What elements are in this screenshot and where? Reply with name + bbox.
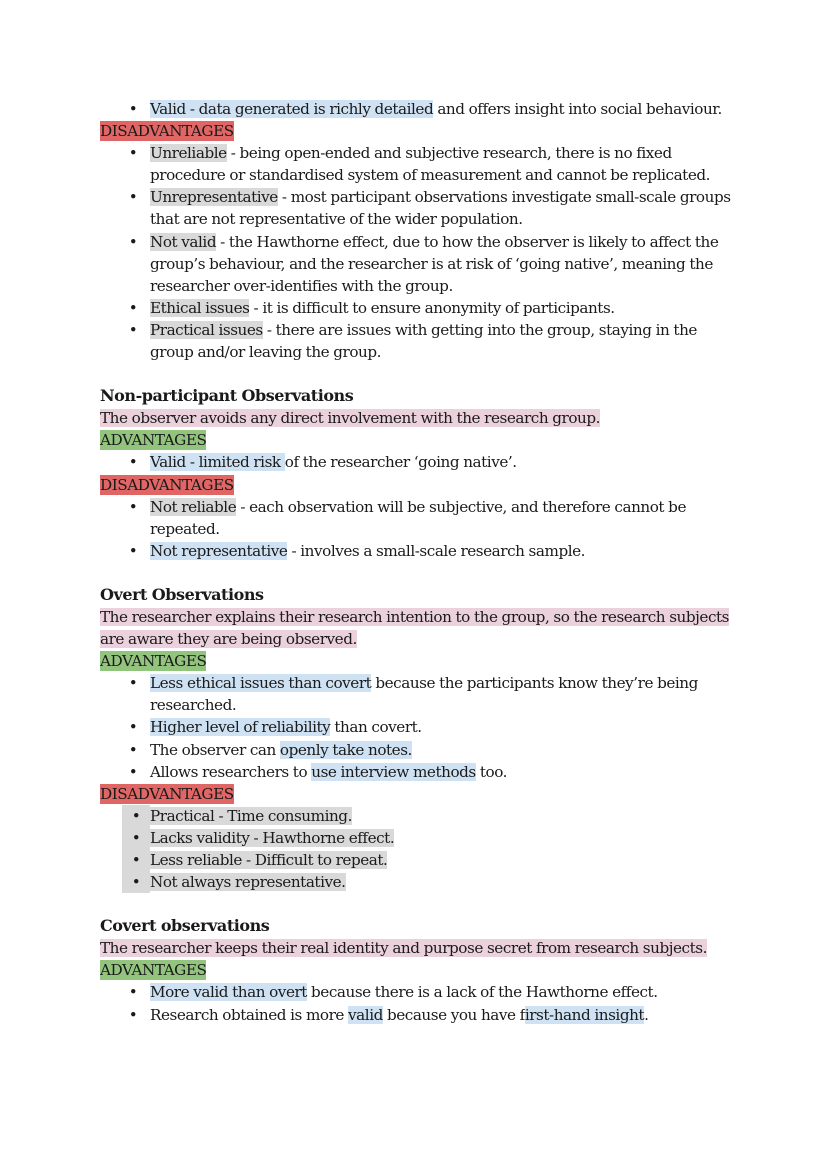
bullet-icon: • bbox=[128, 298, 138, 317]
advantage-mid: because you have f bbox=[382, 1005, 525, 1024]
list-item bbox=[100, 805, 740, 827]
disadvantage-highlight: Unreliable bbox=[150, 144, 227, 163]
advantage-text: and offers insight into social behaviour. bbox=[433, 100, 722, 118]
list-item bbox=[100, 319, 740, 363]
disadvantage-text: Less reliable - Difficult to repeat. bbox=[150, 851, 388, 869]
bullet-icon: • bbox=[122, 805, 150, 827]
list-item bbox=[100, 981, 740, 1003]
advantage-prefix: Allows researchers to bbox=[150, 762, 312, 781]
disadvantage-text: - each observation will be subjective, and therefore cannot be repeated. bbox=[150, 497, 686, 538]
section-non-participant-observations bbox=[100, 385, 740, 562]
disadvantage-highlight: Practical issues bbox=[150, 320, 263, 339]
list-item bbox=[100, 186, 740, 230]
section-participant-observations bbox=[100, 98, 740, 363]
list-item bbox=[100, 1004, 740, 1026]
list-item bbox=[100, 672, 740, 716]
disadvantage-highlight: Not reliable bbox=[150, 497, 237, 516]
list-item bbox=[100, 827, 740, 849]
bullet-icon: • bbox=[128, 762, 138, 781]
bullet-icon: • bbox=[128, 100, 138, 118]
definition-text: The researcher explains their research intention to the group, so the research subjects are aware they are being observed. bbox=[100, 607, 730, 649]
disadvantage-text: Lacks validity - Hawthorne effect. bbox=[150, 828, 395, 847]
advantage-highlight: More valid than overt bbox=[150, 983, 307, 1002]
bullet-icon: • bbox=[122, 871, 150, 893]
non-participant-advantages-list bbox=[100, 451, 740, 473]
bullet-icon: • bbox=[128, 983, 138, 1002]
list-item bbox=[100, 297, 740, 319]
advantage-text: because there is a lack of the Hawthorne effect. bbox=[306, 983, 658, 1002]
bullet-icon: • bbox=[128, 740, 138, 759]
advantage-highlight: openly take notes. bbox=[279, 740, 412, 759]
overt-disadvantages-list bbox=[100, 805, 740, 893]
disadvantage-text: - it is difficult to ensure anonymity of participants. bbox=[249, 298, 615, 317]
advantage-highlight: Valid - data generated is richly detailed bbox=[150, 100, 434, 118]
section-heading: Covert observations bbox=[100, 916, 270, 936]
disadvantage-highlight: Not representative bbox=[150, 541, 288, 560]
section-heading: Non-participant Observations bbox=[100, 386, 354, 406]
overt-advantages-list bbox=[100, 672, 740, 782]
section-heading: Overt Observations bbox=[100, 584, 264, 604]
list-item bbox=[100, 849, 740, 871]
bullet-icon: • bbox=[122, 849, 150, 871]
definition-text: The researcher keeps their real identity and purpose secret from research subjects. bbox=[100, 939, 707, 958]
bullet-icon: • bbox=[128, 1005, 138, 1024]
disadvantage-text: - most participant observations investigate small-scale groups that are not representative of the wider population. bbox=[150, 188, 731, 229]
bullet-icon: • bbox=[128, 674, 138, 693]
bullet-icon: • bbox=[128, 541, 138, 560]
list-item bbox=[100, 871, 740, 893]
disadvantages-label: DISADVANTAGES bbox=[100, 122, 234, 141]
advantage-prefix: Research obtained is more bbox=[150, 1005, 349, 1024]
disadvantage-highlight: Not valid bbox=[150, 232, 217, 251]
advantage-highlight: Higher level of reliability bbox=[150, 718, 331, 737]
list-item bbox=[100, 716, 740, 738]
advantage-highlight: Less ethical issues than covert bbox=[150, 674, 372, 693]
disadvantage-highlight: Unrepresentative bbox=[150, 188, 278, 207]
participant-disadvantages-list bbox=[100, 142, 740, 363]
disadvantage-text: - being open-ended and subjective research, there is no fixed procedure or standardised system of measurement and cannot be replicated. bbox=[150, 144, 711, 185]
section-overt-observations bbox=[100, 584, 740, 893]
list-item bbox=[100, 451, 740, 473]
advantage-highlight: use interview methods bbox=[311, 762, 476, 781]
bullet-icon: • bbox=[128, 232, 138, 251]
disadvantages-label: DISADVANTAGES bbox=[100, 784, 234, 803]
disadvantage-text: - there are issues with getting into the group, staying in the group and/or leaving the group. bbox=[150, 320, 697, 362]
bullet-icon: • bbox=[122, 827, 150, 849]
bullet-icon: • bbox=[128, 718, 138, 737]
advantages-label: ADVANTAGES bbox=[100, 652, 207, 671]
bullet-icon: • bbox=[128, 497, 138, 516]
advantage-text: of the researcher ‘going native’. bbox=[284, 453, 517, 472]
non-participant-disadvantages-list bbox=[100, 496, 740, 562]
document-page bbox=[100, 98, 740, 1026]
disadvantage-text: - involves a small-scale research sample. bbox=[287, 541, 586, 560]
advantage-text: because the participants know they’re being researched. bbox=[150, 674, 698, 715]
advantage-text: . bbox=[644, 1005, 649, 1024]
disadvantage-text: - the Hawthorne effect, due to how the observer is likely to affect the group’s behaviour, and the researcher is at risk of ‘going native’, meaning the researcher over-identifies with the group. bbox=[150, 232, 719, 295]
list-item bbox=[100, 142, 740, 186]
disadvantage-text: Not always representative. bbox=[150, 873, 346, 892]
advantage-highlight-2: irst-hand insight bbox=[524, 1005, 645, 1024]
bullet-icon: • bbox=[128, 320, 138, 339]
section-covert-observations bbox=[100, 915, 740, 1025]
list-item bbox=[100, 739, 740, 761]
disadvantage-text: Practical - Time consuming. bbox=[150, 806, 352, 825]
bullet-icon: • bbox=[128, 188, 138, 207]
advantages-label: ADVANTAGES bbox=[100, 961, 207, 980]
list-item bbox=[100, 98, 740, 120]
list-item bbox=[100, 496, 740, 540]
bullet-icon: • bbox=[128, 453, 138, 472]
disadvantage-highlight: Ethical issues bbox=[150, 298, 250, 317]
covert-advantages-list bbox=[100, 981, 740, 1025]
definition-text: The observer avoids any direct involvement with the research group. bbox=[100, 409, 601, 428]
bullet-icon: • bbox=[128, 144, 138, 163]
advantages-label: ADVANTAGES bbox=[100, 431, 207, 450]
advantage-text: too. bbox=[475, 762, 507, 781]
participant-advantages-list bbox=[100, 98, 740, 120]
disadvantages-label: DISADVANTAGES bbox=[100, 475, 234, 494]
advantage-highlight: Valid - limited risk bbox=[150, 453, 285, 472]
list-item bbox=[100, 540, 740, 562]
list-item bbox=[100, 761, 740, 783]
list-item bbox=[100, 231, 740, 297]
advantage-text: than covert. bbox=[330, 718, 422, 737]
advantage-prefix: The observer can bbox=[150, 740, 280, 759]
advantage-highlight: valid bbox=[348, 1005, 383, 1024]
